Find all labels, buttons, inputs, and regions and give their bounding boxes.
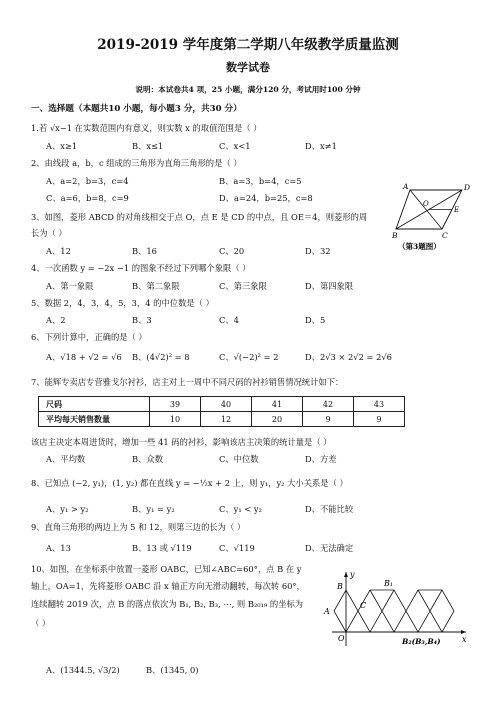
label-o: O: [338, 634, 345, 643]
label-b: B: [392, 231, 398, 240]
table-header-size: 尺码: [39, 397, 150, 412]
table-cell: 41: [252, 397, 303, 412]
q5-option-c: C、4: [219, 315, 239, 325]
q10-line-2: 轴上，OA=1，先将菱形 OABC 沿 x 轴正方向无滑动翻转，每次转 60°，: [31, 581, 305, 591]
q2-option-a: A、a=2，b=3，c=4: [46, 176, 129, 186]
rhombus-flip-figure: [318, 566, 470, 652]
section-heading: 一、选择题（本题共10 小题，每小题3 分，共30 分）: [31, 104, 242, 114]
label-d: D: [464, 183, 471, 192]
q10-line-3: 连续翻转 2019 次，点 B 的落点依次为 B₁, B₂, B₃, ⋯, 则 B₂₀₁₉ 的坐标为: [31, 599, 304, 609]
q4-option-d: D、第四象限: [305, 281, 354, 291]
y-axis-arrow: [344, 572, 348, 577]
q1-option-c: C、x<1: [219, 141, 251, 151]
q2-stem: 2、由线段 a，b，c 组成的三角形为直角三角形的是（ ）: [31, 158, 242, 168]
q7-option-c: C、中位数: [219, 454, 259, 464]
label-c: C: [360, 601, 367, 610]
table-row: [39, 412, 405, 427]
q4-option-a: A、第一象限: [46, 281, 94, 291]
q4-option-b: B、第二象限: [132, 281, 180, 291]
q1-option-d: D、x≠1: [305, 141, 337, 151]
rhombus-edge: [430, 590, 442, 611]
rhombus-chain-upper: [358, 590, 454, 632]
q2-option-b: B、a=3，b=4，c=5: [219, 176, 302, 186]
q7-option-d: D、方差: [305, 454, 337, 464]
label-y: y: [350, 570, 355, 579]
label-x: x: [462, 635, 467, 644]
q8-option-d: D、不能比较: [305, 504, 354, 514]
figure-caption: （第3题图）: [398, 242, 441, 251]
q1-option-b: B、x≤1: [132, 141, 164, 151]
label-a: A: [324, 607, 330, 616]
q5-stem: 5、数据 2，4，3，4，5，3，4 的中位数是（ ）: [31, 298, 214, 308]
q3-stem-cont: 长为（ ）: [31, 228, 67, 238]
q1-option-a: A、x≥1: [46, 141, 78, 151]
rhombus-chain-lower: [358, 611, 442, 632]
table-cell: 43: [354, 397, 405, 412]
label-c: C: [442, 231, 448, 240]
q10-line-1: 10、如图，在坐标系中放置一菱形 OABC，已知∠ABC=60°，点 B 在 y: [31, 564, 302, 574]
x-axis-arrow: [461, 630, 466, 634]
label-b: B: [337, 582, 343, 591]
table-cell: 42: [303, 397, 354, 412]
exam-instructions: 说明：本试卷共4 项，25 小题，满分120 分，考试用时100 分钟: [135, 85, 361, 94]
q7-stem: 7、能辉专卖店专营雅戈尔衬衫，店主对上一周中不同尺码的衬衫销售情况统计如下：: [31, 377, 344, 387]
rhombus-edge: [370, 590, 382, 611]
q10-line-4: （ ）: [31, 618, 51, 628]
q3-stem: 3、如图，菱形 ABCD 的对角线相交于点 O，点 E 是 CD 的中点，且 OE＝4，则菱形的周: [31, 212, 368, 222]
paper-title: 2019-2019 学年度第二学期八年级教学质量监测: [97, 37, 399, 53]
rhombus-edge: [382, 590, 394, 611]
q3-option-c: C、20: [219, 246, 245, 256]
q3-option-b: B、16: [132, 246, 157, 256]
q10-option-a: A、(1344.5, √3/2): [46, 665, 120, 675]
q9-option-d: D、无法确定: [305, 543, 354, 553]
q10-option-b: B、(1345, 0): [146, 665, 199, 675]
q6-option-c: C、√(−2)² = 2: [219, 352, 279, 362]
q5-option-b: B、3: [132, 315, 152, 325]
label-e: E: [454, 206, 460, 214]
table-cell: 9: [354, 412, 405, 427]
q8-option-c: C、y₁ < y₂: [219, 504, 262, 514]
q9-option-b: B、13 或 √119: [132, 543, 192, 553]
q1-stem: 1.若 √x−1 在实数范围内有意义，则实数 x 的取值范围是（ ）: [31, 123, 262, 133]
table-cell: 40: [201, 397, 252, 412]
q9-option-a: A、13: [46, 543, 71, 553]
table-row: [39, 397, 405, 412]
label-b1: B₁: [384, 579, 394, 588]
label-o: O: [423, 200, 429, 208]
q7-followup: 该店主决定本周进货时，增加一些 41 码的衬衫，影响该店主决策的统计量是（ ）: [31, 437, 332, 447]
rhombus-figure: [392, 180, 472, 252]
q2-option-c: C、a=6，b=8，c=9: [46, 193, 129, 203]
sales-table: [38, 396, 405, 427]
table-cell: 12: [201, 412, 252, 427]
q9-option-c: C、√119: [219, 543, 255, 553]
q6-option-b: B、(4√2)² = 8: [132, 352, 190, 362]
q8-option-b: B、y₁ = y₂: [132, 504, 175, 514]
q4-option-c: C、第三象限: [219, 281, 267, 291]
q6-stem: 6、下列计算中，正确的是（ ）: [31, 332, 147, 342]
table-cell: 10: [150, 412, 201, 427]
rhombus-edge: [418, 590, 430, 611]
q3-option-d: D、32: [305, 246, 331, 256]
label-b2: B₂(B₃,B₄): [402, 637, 441, 646]
q9-stem: 9、直角三角形的两边上为 5 和 12，则第三边的长为（ ）: [31, 522, 246, 532]
table-header-count: 平均每天销售数量: [39, 412, 150, 427]
q6-option-a: A、√18 + √2 = √6: [46, 352, 122, 362]
q6-option-d: D、2√3 × 2√2 = 2√6: [305, 352, 392, 362]
label-a: A: [403, 182, 409, 191]
q2-option-d: D、a=24，b=25，c=8: [219, 193, 313, 203]
q5-option-d: D、5: [305, 315, 326, 325]
q4-stem: 4、一次函数 y = −2x −1 的图象不经过下列哪个象限（ ）: [31, 263, 251, 273]
q7-option-b: B、众数: [132, 454, 163, 464]
q5-option-a: A、2: [46, 315, 66, 325]
q3-option-a: A、12: [46, 246, 71, 256]
q8-stem: 8、已知点 (−2, y₁)，(1, y₂) 都在直线 y = −½x + 2 上，则 y₁，y₂ 大小关系是（ ）: [31, 478, 348, 488]
q7-option-a: A、平均数: [46, 454, 86, 464]
paper-subtitle: 数学试卷: [226, 61, 270, 74]
table-cell: 9: [303, 412, 354, 427]
q8-option-a: A、y₁ > y₂: [46, 504, 89, 514]
table-cell: 20: [252, 412, 303, 427]
table-cell: 39: [150, 397, 201, 412]
